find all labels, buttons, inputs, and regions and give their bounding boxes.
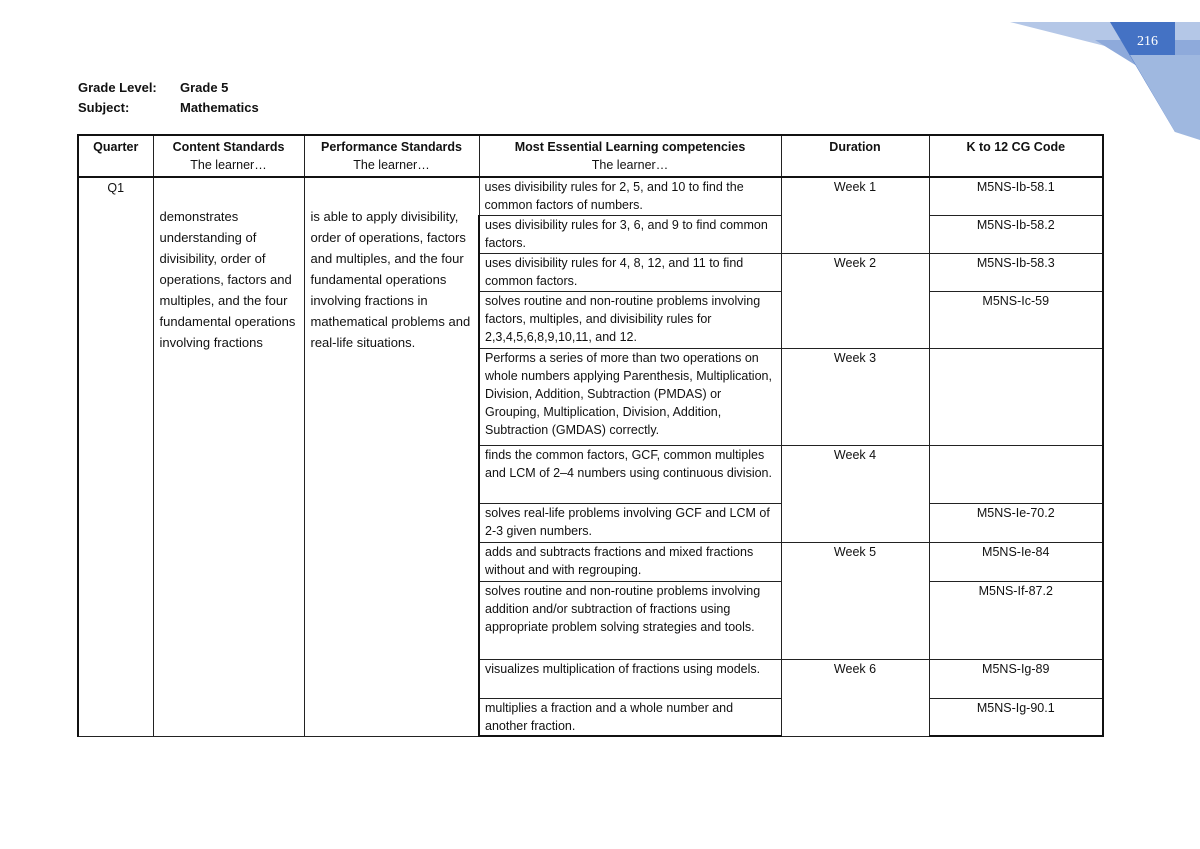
duration-cell: Week 3 [781,348,929,445]
code-header: K to 12 CG Code [929,135,1103,177]
code-cell: M5NS-Ie-70.2 [929,503,1103,542]
document-meta [78,78,259,118]
competency-cell: visualizes multiplication of fractions using models. [479,659,781,698]
code-cell: M5NS-Ig-89 [929,659,1103,698]
duration-cell: Week 1 [781,177,929,253]
code-cell: M5NS-Ie-84 [929,542,1103,581]
grade-level-label: Grade Level: [78,80,157,95]
code-cell [929,348,1103,445]
competency-cell: uses divisibility rules for 2, 5, and 10 to find the common factors of numbers. [479,177,781,215]
header-row [78,135,1103,177]
competency-cell: uses divisibility rules for 3, 6, and 9 to find common factors. [479,215,781,253]
code-cell: M5NS-Ib-58.3 [929,253,1103,291]
competency-cell: multiplies a fraction and a whole number and another fraction. [479,698,781,736]
duration-header: Duration [781,135,929,177]
performance-standard-cell: is able to apply divisibility, order of operations, factors and multiples, and the four fundamental operations involving fractions in mathematical problems and real-life situations. [304,177,479,736]
duration-cell: Week 6 [781,659,929,736]
competency-cell: solves routine and non-routine problems involving addition and/or subtraction of fractions using appropriate problem solving strategies and tools. [479,581,781,659]
code-cell: M5NS-Ib-58.2 [929,215,1103,253]
content-standards-header: Content Standards The learner… [153,135,304,177]
code-cell: M5NS-Ic-59 [929,291,1103,348]
quarter-header: Quarter [78,135,153,177]
duration-cell: Week 5 [781,542,929,659]
competency-cell: adds and subtracts fractions and mixed fractions without and with regrouping. [479,542,781,581]
melc-header: Most Essential Learning competencies The learner… [479,135,781,177]
grade-level-value: Grade 5 [180,80,229,95]
competency-cell: uses divisibility rules for 4, 8, 12, and 11 to find common factors. [479,253,781,291]
code-cell: M5NS-Ib-58.1 [929,177,1103,215]
subject-value: Mathematics [180,100,259,115]
curriculum-table [77,134,1104,737]
code-cell: M5NS-If-87.2 [929,581,1103,659]
corner-decoration [1000,0,1200,140]
duration-cell: Week 4 [781,445,929,542]
subject-label: Subject: [78,100,130,115]
duration-cell: Week 2 [781,253,929,348]
page-number: 216 [1137,34,1158,49]
code-cell [929,445,1103,503]
competency-cell: solves real-life problems involving GCF and LCM of 2-3 given numbers. [479,503,781,542]
code-cell: M5NS-Ig-90.1 [929,698,1103,736]
quarter-cell: Q1 [78,177,153,736]
content-standard-cell: demonstrates understanding of divisibility, order of operations, factors and multiples, and the four fundamental operations involving fractions [153,177,304,736]
competency-cell: finds the common factors, GCF, common multiples and LCM of 2–4 numbers using continuous division. [479,445,781,503]
table-row [78,177,1103,215]
competency-cell: Performs a series of more than two operations on whole numbers applying Parenthesis, Multiplication, Division, Addition, Subtraction (PMDAS) or Grouping, Multiplication, Division, Addition, Subtraction (GMDAS) correctly. [479,348,781,445]
competency-cell: solves routine and non-routine problems involving factors, multiples, and divisibility rules for 2,3,4,5,6,8,9,10,11, and 12. [479,291,781,348]
performance-standards-header: Performance Standards The learner… [304,135,479,177]
